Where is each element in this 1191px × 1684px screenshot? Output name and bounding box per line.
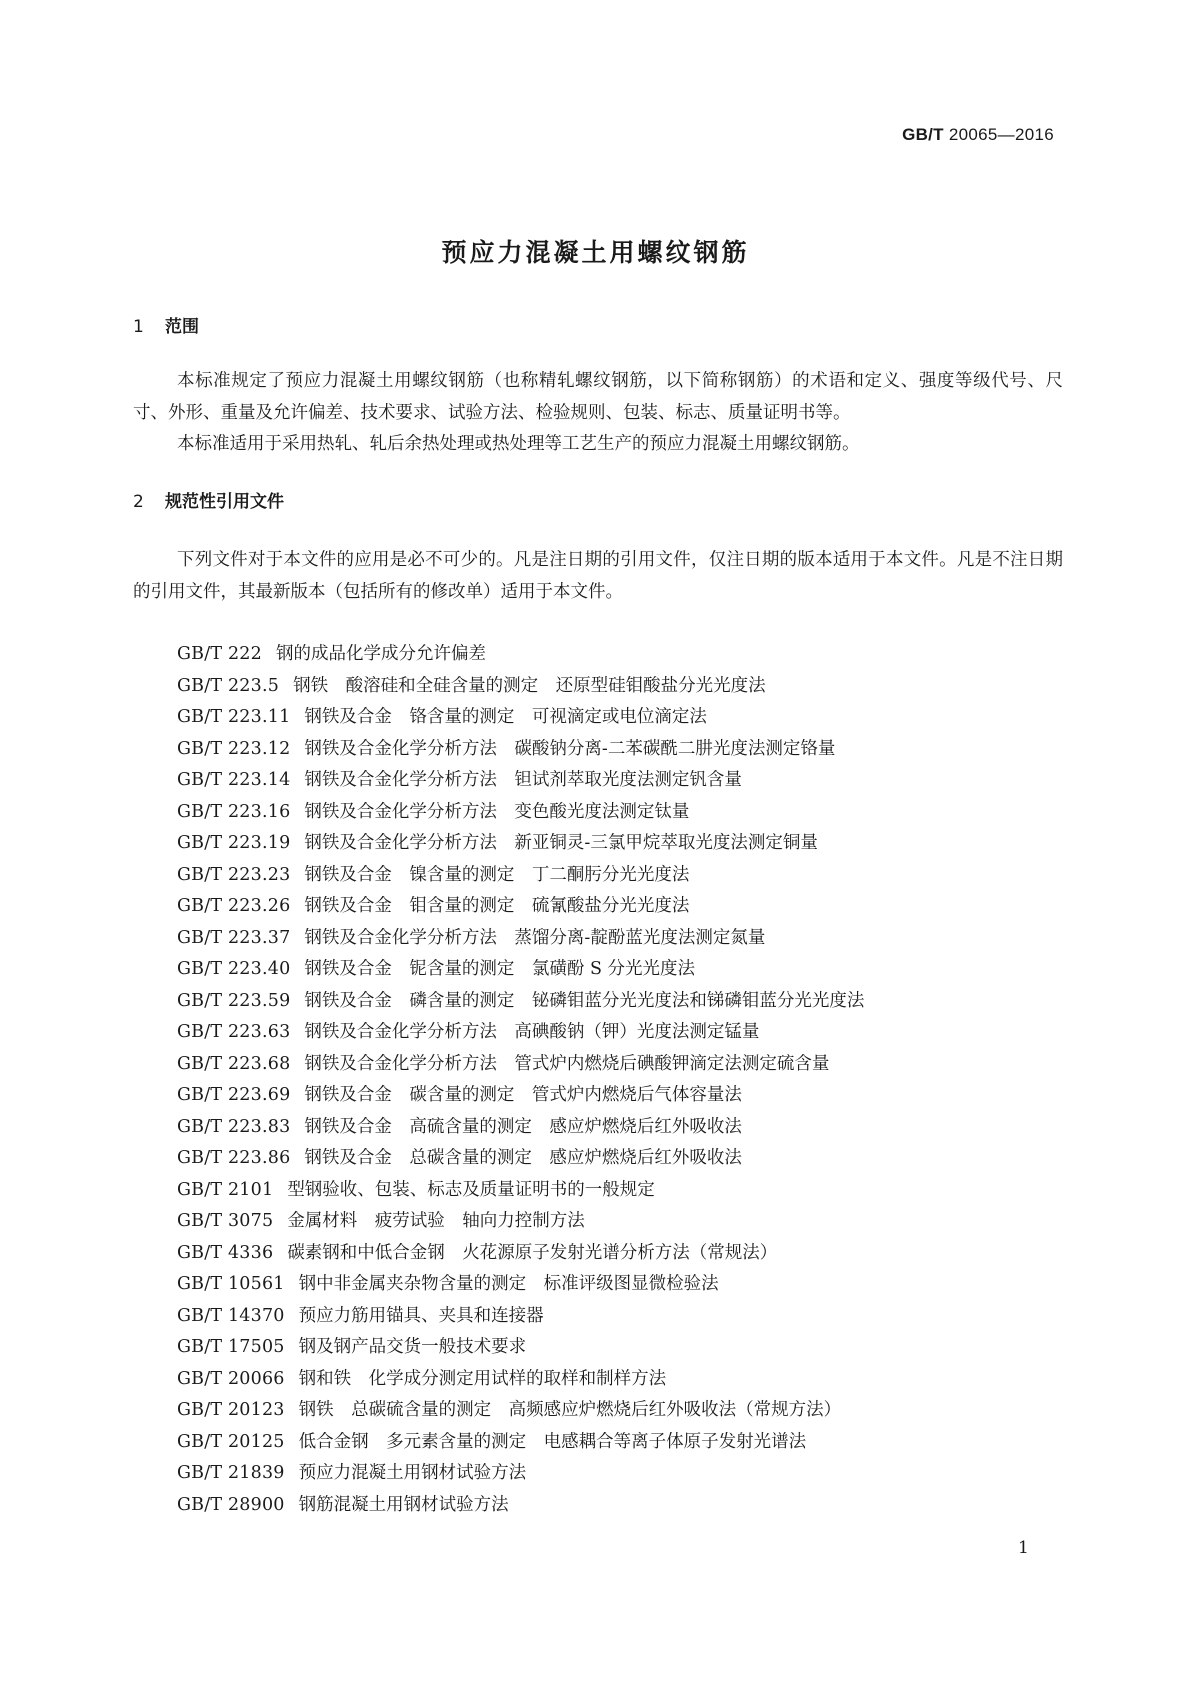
reference-item bbox=[177, 734, 864, 766]
reference-item bbox=[177, 923, 864, 955]
reference-code: GB/T 3075 bbox=[177, 1211, 274, 1231]
reference-item bbox=[177, 702, 864, 734]
reference-code: GB/T 223.19 bbox=[177, 833, 291, 853]
page-number: 1 bbox=[1018, 1538, 1029, 1558]
reference-code: GB/T 28900 bbox=[177, 1494, 285, 1515]
reference-title: 钢铁及合金化学分析方法 蒸馏分离-靛酚蓝光度法测定氮量 bbox=[304, 927, 766, 948]
reference-title: 钢中非金属夹杂物含量的测定 标准评级图显微检验法 bbox=[298, 1274, 719, 1294]
reference-code: GB/T 4336 bbox=[177, 1242, 274, 1263]
section-title: 范围 bbox=[165, 317, 199, 337]
reference-code: GB/T 223.40 bbox=[177, 959, 291, 979]
reference-item bbox=[177, 1049, 864, 1081]
reference-code: GB/T 20123 bbox=[177, 1400, 285, 1420]
reference-title: 钢铁 总碳硫含量的测定 高频感应炉燃烧后红外吸收法（常规方法） bbox=[298, 1400, 842, 1420]
reference-code: GB/T 20125 bbox=[177, 1431, 285, 1452]
reference-item bbox=[177, 1490, 864, 1522]
reference-item bbox=[177, 860, 864, 892]
reference-item bbox=[177, 671, 864, 703]
reference-item bbox=[177, 797, 864, 829]
reference-code: GB/T 223.37 bbox=[177, 927, 291, 948]
reference-title: 预应力混凝土用钢材试验方法 bbox=[298, 1463, 527, 1483]
reference-code: GB/T 223.14 bbox=[177, 770, 291, 790]
reference-title: 钢的成品化学成分允许偏差 bbox=[275, 644, 486, 664]
reference-title: 金属材料 疲劳试验 轴向力控制方法 bbox=[287, 1211, 585, 1231]
reference-list bbox=[177, 639, 864, 1521]
reference-code: GB/T 14370 bbox=[177, 1305, 285, 1326]
reference-title: 钢铁及合金 高硫含量的测定 感应炉燃烧后红外吸收法 bbox=[304, 1116, 742, 1137]
section-heading-scope bbox=[133, 312, 199, 337]
reference-item bbox=[177, 828, 864, 860]
scope-paragraph-2: 本标准适用于采用热轧、轧后余热处理或热处理等工艺生产的预应力混凝土用螺纹钢筋。 bbox=[177, 434, 860, 454]
reference-item bbox=[177, 1206, 864, 1238]
reference-item bbox=[177, 891, 864, 923]
reference-item bbox=[177, 1017, 864, 1049]
reference-title: 钢铁及合金 铌含量的测定 氯磺酚 S 分光光度法 bbox=[304, 959, 696, 979]
reference-item bbox=[177, 1427, 864, 1459]
reference-title: 钢铁及合金化学分析方法 高碘酸钠（钾）光度法测定锰量 bbox=[304, 1022, 760, 1042]
reference-code: GB/T 17505 bbox=[177, 1337, 285, 1357]
reference-item bbox=[177, 1395, 864, 1427]
standard-prefix: GB/T bbox=[902, 125, 944, 144]
reference-item bbox=[177, 1175, 864, 1207]
reference-code: GB/T 223.26 bbox=[177, 896, 291, 916]
reference-code: GB/T 223.59 bbox=[177, 990, 291, 1011]
reference-title: 钢及钢产品交货一般技术要求 bbox=[298, 1337, 527, 1357]
reference-code: GB/T 10561 bbox=[177, 1274, 285, 1294]
reference-code: GB/T 20066 bbox=[177, 1368, 285, 1389]
section-number: 2 bbox=[133, 492, 144, 512]
reference-item bbox=[177, 1301, 864, 1333]
reference-title: 钢铁及合金化学分析方法 新亚铜灵-三氯甲烷萃取光度法测定铜量 bbox=[304, 833, 818, 853]
reference-item bbox=[177, 1112, 864, 1144]
reference-item bbox=[177, 1332, 864, 1364]
reference-code: GB/T 223.86 bbox=[177, 1148, 291, 1168]
reference-title: 钢铁及合金 总碳含量的测定 感应炉燃烧后红外吸收法 bbox=[304, 1148, 742, 1168]
references-intro-paragraph: 下列文件对于本文件的应用是必不可少的。凡是注日期的引用文件，仅注日期的版本适用于本文件。凡是不注日期的引用文件，其最新版本（包括所有的修改单）适用于本文件。 bbox=[133, 550, 1063, 602]
reference-title: 钢铁及合金 碳含量的测定 管式炉内燃烧后气体容量法 bbox=[304, 1085, 742, 1105]
reference-title: 钢铁及合金化学分析方法 钽试剂萃取光度法测定钒含量 bbox=[304, 770, 742, 790]
reference-title: 钢铁及合金化学分析方法 碳酸钠分离-二苯碳酰二肼光度法测定铬量 bbox=[304, 738, 836, 759]
reference-title: 钢铁及合金 镍含量的测定 丁二酮肟分光光度法 bbox=[304, 864, 690, 885]
reference-title: 低合金钢 多元素含量的测定 电感耦合等离子体原子发射光谱法 bbox=[298, 1431, 807, 1452]
reference-code: GB/T 223.68 bbox=[177, 1053, 291, 1074]
reference-code: GB/T 21839 bbox=[177, 1463, 285, 1483]
section-number: 1 bbox=[133, 317, 144, 337]
reference-code: GB/T 2101 bbox=[177, 1179, 274, 1200]
reference-title: 钢铁及合金 钼含量的测定 硫氰酸盐分光光度法 bbox=[304, 896, 690, 916]
reference-code: GB/T 223.16 bbox=[177, 801, 291, 822]
reference-item bbox=[177, 1143, 864, 1175]
reference-title: 钢筋混凝土用钢材试验方法 bbox=[298, 1494, 509, 1515]
reference-title: 钢铁及合金化学分析方法 变色酸光度法测定钛量 bbox=[304, 801, 690, 822]
reference-title: 碳素钢和中低合金钢 火花源原子发射光谱分析方法（常规法） bbox=[287, 1242, 778, 1263]
reference-title: 钢铁及合金 磷含量的测定 铋磷钼蓝分光光度法和锑磷钼蓝分光光度法 bbox=[304, 990, 865, 1011]
reference-title: 钢和铁 化学成分测定用试样的取样和制样方法 bbox=[298, 1368, 667, 1389]
reference-item bbox=[177, 954, 864, 986]
reference-title: 钢铁及合金 铬含量的测定 可视滴定或电位滴定法 bbox=[304, 707, 707, 727]
reference-item bbox=[177, 1080, 864, 1112]
reference-title: 型钢验收、包装、标志及质量证明书的一般规定 bbox=[287, 1179, 655, 1200]
reference-title: 钢铁及合金化学分析方法 管式炉内燃烧后碘酸钾滴定法测定硫含量 bbox=[304, 1053, 830, 1074]
reference-item bbox=[177, 986, 864, 1018]
reference-item bbox=[177, 1458, 864, 1490]
scope-paragraph-1: 本标准规定了预应力混凝土用螺纹钢筋（也称精轧螺纹钢筋，以下简称钢筋）的术语和定义、强度等级代号、尺寸、外形、重量及允许偏差、技术要求、试验方法、检验规则、包装、标志、质量证明书等。 bbox=[133, 371, 1063, 423]
reference-code: GB/T 223.11 bbox=[177, 707, 291, 727]
reference-item bbox=[177, 1238, 864, 1270]
standard-number bbox=[902, 125, 1054, 145]
reference-title: 钢铁 酸溶硅和全硅含量的测定 还原型硅钼酸盐分光光度法 bbox=[293, 675, 766, 696]
document-title: 预应力混凝土用螺纹钢筋 bbox=[441, 238, 750, 267]
reference-title: 预应力筋用锚具、夹具和连接器 bbox=[298, 1305, 544, 1326]
reference-item bbox=[177, 1269, 864, 1301]
reference-code: GB/T 223.69 bbox=[177, 1085, 291, 1105]
reference-code: GB/T 223.23 bbox=[177, 864, 291, 885]
section-title: 规范性引用文件 bbox=[165, 492, 284, 512]
reference-item bbox=[177, 639, 864, 671]
reference-code: GB/T 223.83 bbox=[177, 1116, 291, 1137]
reference-code: GB/T 222 bbox=[177, 644, 262, 664]
reference-code: GB/T 223.12 bbox=[177, 738, 291, 759]
reference-code: GB/T 223.63 bbox=[177, 1022, 291, 1042]
reference-item bbox=[177, 1364, 864, 1396]
section-heading-normative-references bbox=[133, 487, 284, 512]
standard-code: 20065—2016 bbox=[948, 125, 1054, 144]
reference-code: GB/T 223.5 bbox=[177, 675, 280, 696]
reference-item bbox=[177, 765, 864, 797]
